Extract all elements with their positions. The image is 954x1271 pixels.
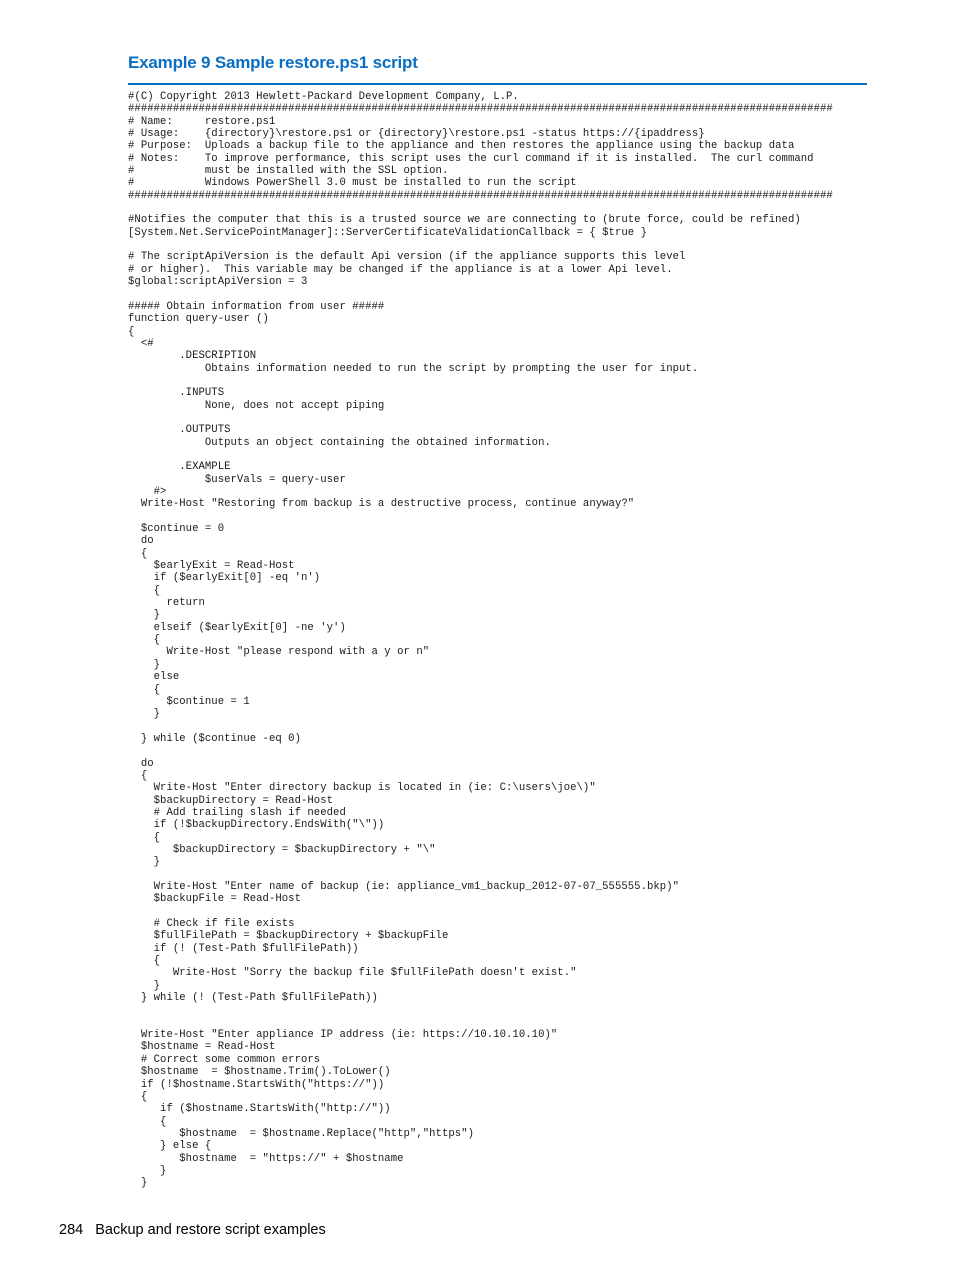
code-line: function query-user (): [128, 313, 269, 326]
code-line: Obtains information needed to run the script by prompting the user for input.: [128, 362, 699, 375]
code-line: #(C) Copyright 2013 Hewlett-Packard Development Company, L.P.: [128, 91, 519, 103]
code-line: <#: [128, 337, 154, 350]
code-line: # Windows PowerShell 3.0 must be installed to run the script: [128, 177, 577, 190]
code-line: {: [128, 1115, 167, 1128]
page-footer: [59, 1222, 326, 1238]
code-line: # must be installed with the SSL option.: [128, 165, 449, 178]
code-line: }: [128, 708, 161, 721]
code-line: $earlyExit = Read-Host: [128, 560, 295, 573]
code-line: {: [128, 547, 148, 560]
code-line: return: [128, 597, 205, 610]
code-line: }: [128, 609, 161, 622]
code-line: Write-Host "Enter name of backup (ie: appliance_vm1_backup_2012-07-07_555555.bkp)": [128, 881, 680, 893]
code-line: [128, 721, 868, 733]
page-number: 284: [59, 1222, 84, 1238]
code-line: else: [128, 671, 180, 684]
code-line: [128, 449, 868, 461]
code-line: #Notifies the computer that this is a trusted source we are connecting to (brute force, could be refined): [128, 214, 801, 227]
code-line: .INPUTS: [128, 387, 225, 400]
code-line: [128, 239, 868, 251]
code-line: if (! (Test-Path $fullFilePath)): [128, 942, 359, 955]
code-line: $continue = 0: [128, 523, 225, 536]
code-line: Write-Host "Enter directory backup is located in (ie: C:\users\joe\)": [128, 782, 596, 795]
code-line: # Add trailing slash if needed: [128, 806, 346, 819]
code-line: $backupDirectory = $backupDirectory + "\": [128, 843, 436, 856]
code-line: ##############################################################################################################: [128, 103, 833, 116]
code-line: [128, 511, 868, 523]
code-line: {: [128, 831, 161, 844]
code-line: Write-Host "please respond with a y or n": [128, 646, 430, 659]
code-line: [128, 745, 868, 757]
code-line: $hostname = Read-Host: [128, 1041, 276, 1054]
code-line: }: [128, 1177, 148, 1190]
code-line: .OUTPUTS: [128, 424, 231, 437]
code-line: if (!$backupDirectory.EndsWith("\")): [128, 819, 385, 832]
code-line: {: [128, 955, 161, 968]
code-line: do: [128, 535, 154, 548]
code-line: #>: [128, 486, 167, 498]
code-line: Write-Host "Restoring from backup is a destructive process, continue anyway?": [128, 498, 635, 511]
code-line: # or higher). This variable may be changed if the appliance is at a lower Api level.: [128, 263, 673, 276]
code-line: }: [128, 856, 161, 869]
code-line: [128, 375, 868, 387]
code-line: # Name: restore.ps1: [128, 115, 276, 128]
code-line: } while ($continue -eq 0): [128, 732, 301, 745]
code-line: [128, 1017, 868, 1029]
heading-divider: [128, 83, 867, 85]
footer-section-title: Backup and restore script examples: [95, 1222, 326, 1238]
code-line: $hostname = $hostname.Replace("http","https"): [128, 1127, 474, 1140]
code-line: [System.Net.ServicePointManager]::ServerCertificateValidationCallback = { $true }: [128, 226, 647, 239]
code-line: $userVals = query-user: [128, 473, 346, 486]
code-line: if ($hostname.StartsWith("http://")): [128, 1103, 391, 1116]
code-line: [128, 906, 868, 918]
code-line: if (!$hostname.StartsWith("https://")): [128, 1078, 385, 1091]
code-line: }: [128, 658, 161, 671]
code-line: {: [128, 683, 161, 696]
code-line: {: [128, 1090, 148, 1103]
code-line: {: [128, 325, 135, 338]
code-line: $hostname = "https://" + $hostname: [128, 1152, 404, 1165]
code-line: $hostname = $hostname.Trim().ToLower(): [128, 1066, 391, 1079]
code-line: # The scriptApiVersion is the default Api version (if the appliance supports this level: [128, 251, 686, 264]
code-line: Write-Host "Enter appliance IP address (ie: https://10.10.10.10)": [128, 1029, 558, 1042]
code-line: }: [128, 979, 161, 992]
code-line: if ($earlyExit[0] -eq 'n'): [128, 572, 321, 585]
code-line: {: [128, 634, 161, 647]
code-line: # Notes: To improve performance, this script uses the curl command if it is installed. The curl command: [128, 152, 814, 165]
code-line: $backupFile = Read-Host: [128, 893, 301, 906]
code-line: {: [128, 769, 148, 782]
code-line: do: [128, 757, 154, 770]
code-line: [128, 1004, 868, 1016]
code-line: .EXAMPLE: [128, 461, 231, 474]
code-line: # Purpose: Uploads a backup file to the appliance and then restores the appliance using the backup data: [128, 140, 795, 153]
code-line: [128, 869, 868, 881]
code-line: } while (! (Test-Path $fullFilePath)): [128, 992, 378, 1005]
code-line: Write-Host "Sorry the backup file $fullFilePath doesn't exist.": [128, 967, 577, 980]
code-line: # Correct some common errors: [128, 1053, 321, 1066]
code-line: ##### Obtain information from user #####: [128, 300, 385, 313]
code-line: elseif ($earlyExit[0] -ne 'y'): [128, 621, 346, 634]
code-line: ##############################################################################################################: [128, 189, 833, 202]
code-line: Outputs an object containing the obtained information.: [128, 436, 551, 449]
code-line: None, does not accept piping: [128, 399, 385, 412]
code-line: $global:scriptApiVersion = 3: [128, 276, 308, 289]
example-heading: Example 9 Sample restore.ps1 script: [128, 53, 418, 72]
code-line: $backupDirectory = Read-Host: [128, 794, 334, 807]
code-line: }: [128, 1164, 167, 1177]
code-line: # Usage: {directory}\restore.ps1 or {directory}\restore.ps1 -status https://{ipaddress}: [128, 128, 705, 141]
code-line: $continue = 1: [128, 695, 250, 708]
code-line: [128, 412, 868, 424]
code-listing: [128, 91, 868, 1190]
code-line: # Check if file exists: [128, 918, 295, 931]
code-line: {: [128, 584, 161, 597]
code-line: $fullFilePath = $backupDirectory + $backupFile: [128, 930, 449, 943]
code-line: } else {: [128, 1140, 212, 1153]
code-line: .DESCRIPTION: [128, 350, 257, 363]
code-line: [128, 289, 868, 301]
code-line: [128, 202, 868, 214]
